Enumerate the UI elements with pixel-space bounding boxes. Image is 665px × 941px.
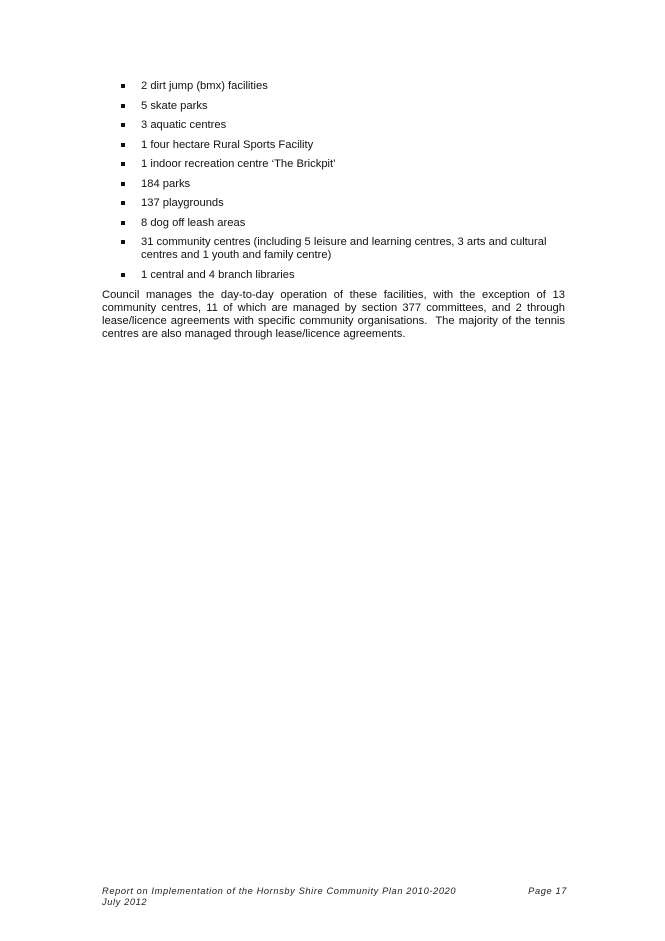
list-item xyxy=(118,236,566,262)
list-item-text: 3 aquatic centres xyxy=(141,119,227,131)
bullet-square-icon xyxy=(121,221,125,225)
bullet-square-icon xyxy=(121,84,125,88)
list-item-text: 137 playgrounds xyxy=(141,197,224,209)
list-item-text: 1 central and 4 branch libraries xyxy=(141,268,295,281)
list-item xyxy=(118,197,566,210)
list-item xyxy=(118,139,566,152)
footer-page-number: Page 17 xyxy=(528,886,567,896)
bullet-square-icon xyxy=(121,143,125,147)
footer-date: July 2012 xyxy=(102,897,148,907)
list-item xyxy=(118,158,566,171)
list-item-text: 31 community centres (including 5 leisure and learning centres, 3 arts and cultural centres and 1 youth and family centre) xyxy=(141,236,547,261)
list-item xyxy=(118,100,566,113)
bullet-square-icon xyxy=(121,123,125,127)
list-item xyxy=(118,119,566,132)
list-item-text: 1 indoor recreation centre ‘The Brickpit’ xyxy=(141,158,336,170)
body-paragraph: Council manages the day-to-day operation of these facilities, with the exception of 13 community centres, 11 of which are managed by section 377 committees, and 2 through lease/licence agreements with specific community organisations. The majority of the tennis centres are also managed through lease/licence agreements. xyxy=(102,289,565,340)
list-item-text: 8 dog off leash areas xyxy=(141,216,246,229)
bullet-square-icon xyxy=(121,182,125,186)
list-item-text: 1 four hectare Rural Sports Facility xyxy=(141,138,314,151)
bullet-square-icon xyxy=(121,162,125,166)
list-item-text: 2 dirt jump (bmx) facilities xyxy=(141,80,268,92)
list-item xyxy=(118,178,566,191)
list-item-text: 5 skate parks xyxy=(141,99,208,112)
list-item-text: 184 parks xyxy=(141,177,191,190)
bullet-square-icon xyxy=(121,104,125,108)
bullet-square-icon xyxy=(121,201,125,205)
list-item xyxy=(118,269,566,282)
bullet-square-icon xyxy=(121,240,125,244)
list-item xyxy=(118,217,566,230)
facilities-list xyxy=(118,80,566,288)
bullet-square-icon xyxy=(121,273,125,277)
list-item xyxy=(118,80,566,93)
footer-report-title: Report on Implementation of the Hornsby Shire Community Plan 2010-2020 xyxy=(102,886,457,896)
